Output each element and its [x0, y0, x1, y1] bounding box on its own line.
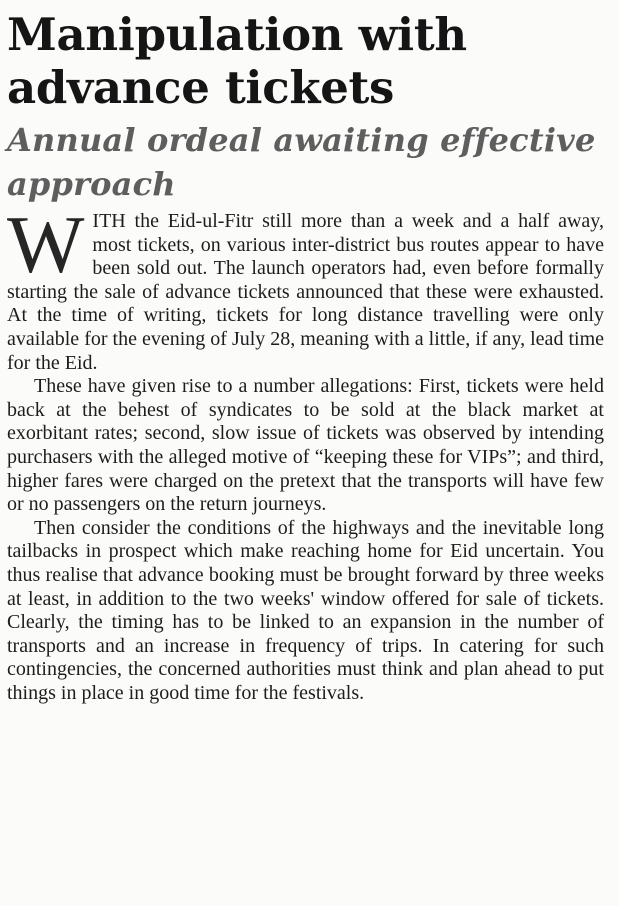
- drop-cap: W: [7, 199, 85, 290]
- subheadline: Annual ordeal awaiting effective approach: [7, 121, 596, 203]
- headline: Manipulation with advance tickets: [7, 8, 467, 114]
- paragraph-3: Then consider the conditions of the highways and the inevitable long tailbacks in prospect which make reaching home for Eid uncertain. You thus realise that advance booking must be brought forward by three weeks at least, in addition to the two weeks' window offered for sale of tickets. Clearly, the timing has to be linked to an expansion in the number of transports and an increase in frequency of trips. In catering for such contingencies, the concerned authorities must think and plan ahead to put things in place in good time for the festivals.: [7, 516, 604, 704]
- article-body: [7, 199, 604, 705]
- paragraph-2: These have given rise to a number allegations: First, tickets were held back at the behest of syndicates to be sold at the black market at exorbitant rates; second, slow issue of tickets was observed by intending purchasers with the alleged motive of “keeping these for VIPs”; and third, higher fares were charged on the pretext that the transports will have few or no passengers on the return journeys.: [7, 375, 604, 516]
- paragraph-1: [7, 199, 604, 375]
- article: [7, 8, 604, 705]
- paragraph-1-text: ITH the Eid-ul-Fitr still more than a week and a half away, most tickets, on various inter-district bus routes appear to have been sold out. The launch operators had, even before formally starting the sale of advance tickets announced that these were exhausted. At the time of writing, tickets for long distance travelling were only available for the evening of July 28, meaning with a little, if any, lead time for the Eid.: [7, 210, 604, 374]
